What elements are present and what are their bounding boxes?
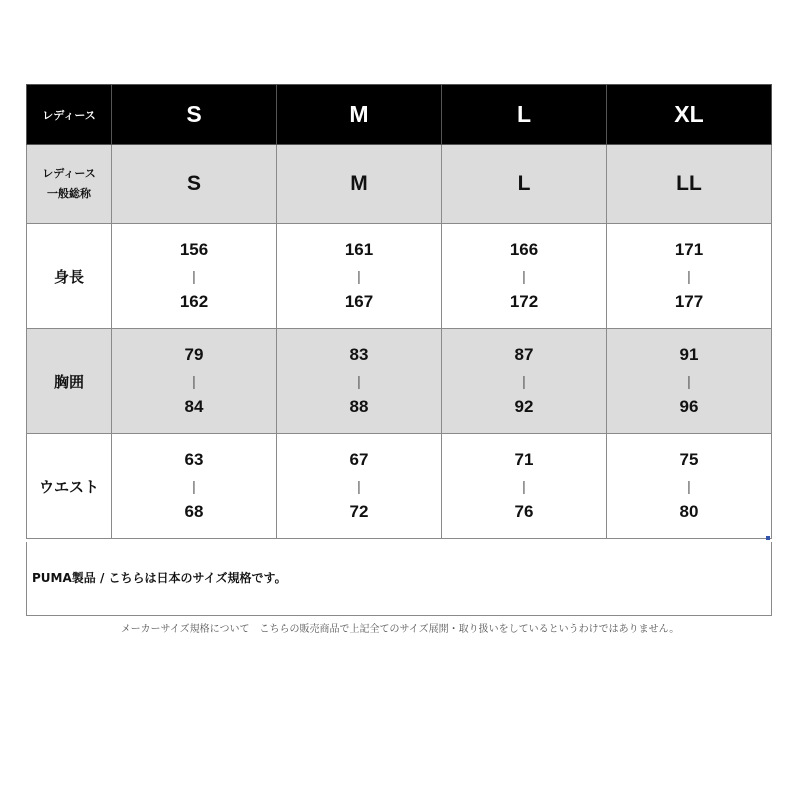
range-max: 162 [179,292,209,311]
range-max: 80 [679,502,699,521]
header-size-xl: XL [607,85,772,145]
note-box [26,542,772,616]
height-row [27,224,772,329]
range-max: 72 [349,502,369,521]
range-min: 79 [184,345,204,364]
range-separator: | [522,478,526,494]
range-separator: | [192,268,196,284]
range-max: 96 [679,397,699,416]
range-separator: | [357,373,361,389]
chest-cell-l [442,329,607,434]
header-size-m: M [277,85,442,145]
range-separator: | [192,478,196,494]
chest-label: 胸囲 [27,329,112,434]
jp-size-m: M [277,145,442,224]
range-min: 83 [349,345,369,364]
waist-cell-l [442,434,607,539]
range-min: 67 [349,450,369,469]
jp-size-ll: LL [607,145,772,224]
range-min: 161 [344,240,374,259]
range-min: 63 [184,450,204,469]
waist-cell-s [112,434,277,539]
range-min: 87 [514,345,534,364]
waist-row [27,434,772,539]
chest-cell-m [277,329,442,434]
chest-cell-s [112,329,277,434]
jp-row-label-line1: レディース [42,167,96,180]
range-separator: | [522,373,526,389]
range-max: 76 [514,502,534,521]
range-max: 92 [514,397,534,416]
jp-size-row [27,145,772,224]
height-cell-m [277,224,442,329]
range-max: 167 [344,292,374,311]
height-label: 身長 [27,224,112,329]
range-separator: | [357,478,361,494]
range-separator: | [687,373,691,389]
jp-size-l: L [442,145,607,224]
height-cell-l [442,224,607,329]
range-min: 166 [509,240,539,259]
waist-label: ウエスト [27,434,112,539]
waist-cell-m [277,434,442,539]
range-max: 177 [674,292,704,311]
range-separator: | [357,268,361,284]
footnote-text: メーカーサイズ規格について こちらの販売商品で上記全てのサイズ展開・取り扱いをしているというわけではありません。 [120,624,680,635]
jp-size-s: S [112,145,277,224]
range-max: 88 [349,397,369,416]
jp-row-label-line2: 一般総称 [47,187,91,200]
chest-cell-xl [607,329,772,434]
range-max: 84 [184,397,204,416]
range-min: 171 [674,240,704,259]
range-max: 68 [184,502,204,521]
header-size-l: L [442,85,607,145]
header-row-label: レディース [27,85,112,145]
range-min: 91 [679,345,699,364]
chest-row [27,329,772,434]
waist-cell-xl [607,434,772,539]
range-separator: | [192,373,196,389]
range-max: 172 [509,292,539,311]
jp-row-label [27,145,112,224]
header-size-s: S [112,85,277,145]
height-cell-xl [607,224,772,329]
note-text: PUMA製品 / こちらは日本のサイズ規格です。 [32,571,287,585]
range-min: 75 [679,450,699,469]
range-min: 156 [179,240,209,259]
range-separator: | [687,478,691,494]
corner-marker [766,536,770,540]
range-min: 71 [514,450,534,469]
size-header-row [27,85,772,145]
size-chart-table [26,84,772,539]
range-separator: | [687,268,691,284]
range-separator: | [522,268,526,284]
height-cell-s [112,224,277,329]
